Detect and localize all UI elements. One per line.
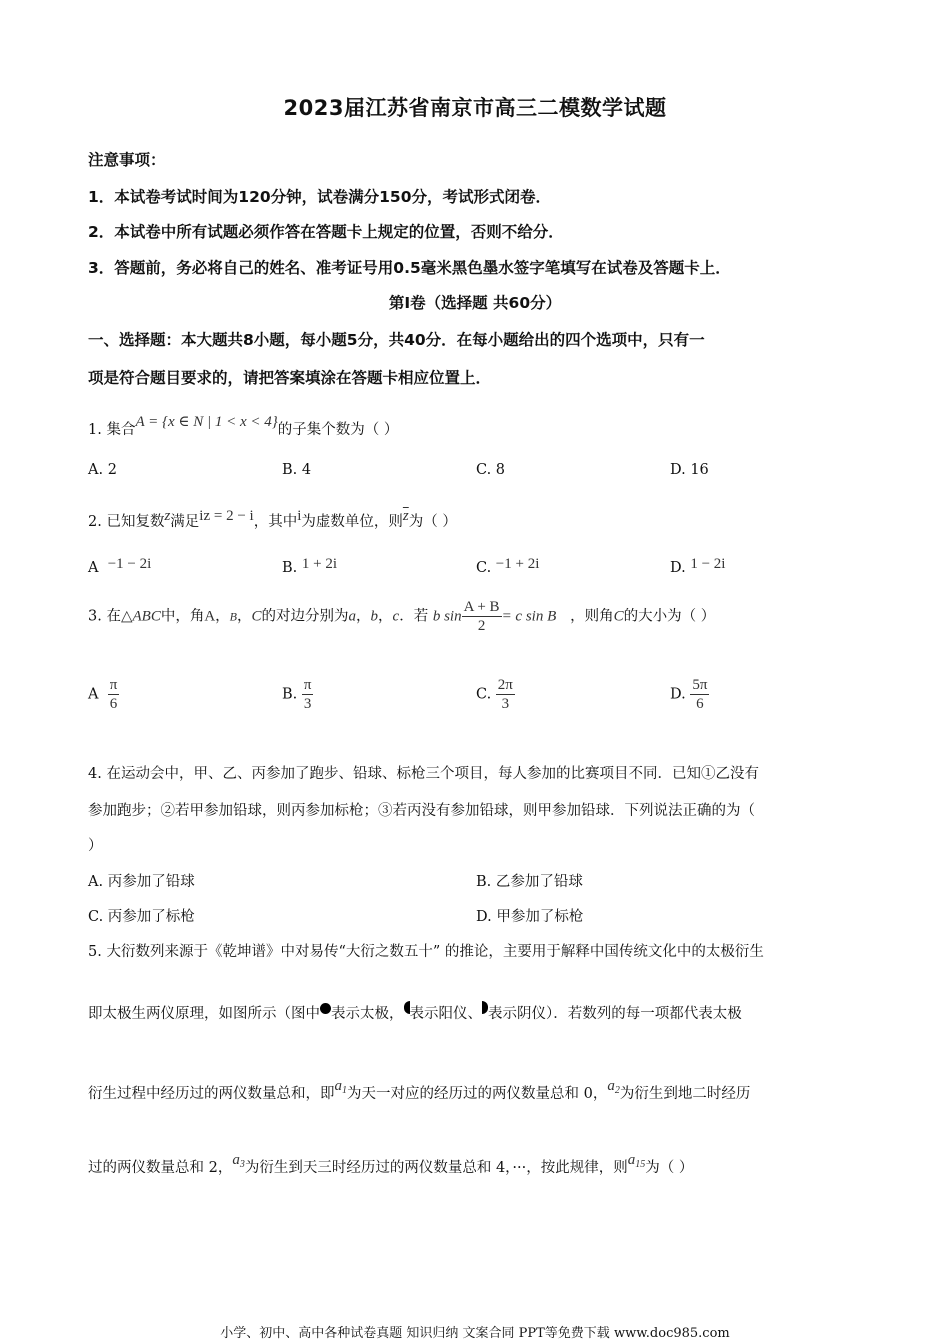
q2-option-a	[88, 556, 151, 576]
q2-math-z: z	[164, 508, 171, 524]
notice-item-3: 3．答题前，务必将自己的姓名、准考证号用0.5毫米黑色墨水签字笔填写在试卷及答题卡上．	[88, 259, 731, 277]
q3-text-9: ，则角	[570, 608, 614, 625]
q3-math-c-ask: C	[613, 608, 624, 625]
q3-option-b-num: π	[303, 677, 312, 693]
q5-a2-letter: a	[607, 1078, 615, 1094]
q5-line-2-a: 即太极生两仪原理，如图所示（图中	[88, 1006, 320, 1022]
q3-option-d-num: 5π	[692, 677, 708, 693]
q3-option-a	[88, 676, 119, 713]
q3-text-1: 3. 在	[88, 608, 121, 625]
q5-a3-letter: a	[232, 1152, 240, 1168]
q5-a3-sub: 3	[239, 1159, 245, 1170]
q4-option-a: A. 丙参加了铅球	[88, 874, 195, 890]
q3-text-3: ，	[215, 608, 230, 625]
q3-option-d	[670, 676, 709, 713]
q5-line-3-b: 为天一对应的经历过的两仪数量总和 0，	[347, 1086, 608, 1102]
q2-math-i: i	[297, 508, 302, 524]
notice-item-2: 2．本试卷中所有试题必须作答在答题卡上规定的位置，否则不给分．	[88, 223, 564, 241]
q5-line-3-a: 衍生过程中经历过的两仪数量总和，即	[88, 1086, 335, 1102]
q3-math-b: b	[370, 608, 379, 625]
q2-option-d-value: 1 − 2i	[690, 556, 726, 572]
q5-line-4	[88, 1152, 693, 1177]
q3-eq-left: b sin	[432, 608, 462, 625]
q2-option-a-label: A	[88, 560, 99, 576]
q3-math-b-angle: B	[229, 609, 238, 624]
q5-a1-sub: 1	[342, 1085, 347, 1096]
q3-option-d-den: 6	[696, 696, 704, 712]
q1-option-c: C. 8	[476, 462, 506, 478]
q3-math-c-angle: C	[251, 608, 262, 625]
q4-option-d: D. 甲参加了标枪	[476, 909, 584, 925]
q2-option-d-label: D.	[670, 560, 686, 576]
q1-option-b: B. 4	[282, 462, 312, 478]
q3-text-10: 的大小为（ ）	[623, 608, 716, 625]
page-footer: 小学、初中、高中各种试卷真题 知识归纳 文案合同 PPT等免费下载 www.doc985.com	[220, 1326, 730, 1341]
q3-option-c-label: C.	[476, 686, 492, 703]
q3-option-b-den: 3	[303, 696, 312, 712]
q2-text-2: 满足	[170, 514, 200, 530]
q5-a15-sub: 15	[635, 1159, 646, 1170]
q3-eq-denominator: 2	[477, 618, 486, 634]
q2-math-zbar: $\overline{z}$	[402, 508, 409, 524]
q2-option-b-label: B.	[282, 560, 298, 576]
q3-eq-fraction	[462, 598, 502, 635]
q5-a1	[335, 1078, 348, 1094]
q5-line-4-c: 为（ ）	[645, 1160, 694, 1176]
q5-a2-sub: 2	[614, 1085, 620, 1096]
q5-line-4-a: 过的两仪数量总和 2，	[88, 1160, 233, 1176]
q3-math-a-angle: A	[204, 608, 216, 625]
q3-text-7: ，	[378, 608, 393, 625]
q3-option-c-num: 2π	[497, 677, 513, 693]
q2-text-5: 为（ ）	[408, 514, 457, 530]
q2-option-d	[670, 556, 725, 576]
q5-line-3-c: 为衍生到地二时经历	[619, 1086, 751, 1102]
q2-option-a-value: −1 − 2i	[107, 556, 152, 572]
q3-eq-right: = c sin B	[501, 608, 557, 625]
q3-option-a-label: A	[88, 686, 99, 703]
q3-option-a-num: π	[109, 677, 118, 693]
q5-line-2-b: 表示太极，	[331, 1006, 404, 1022]
q3-text-8: ．若	[399, 608, 429, 625]
question-1	[88, 412, 398, 439]
q5-line-2	[88, 1001, 742, 1023]
q2-math-eq: iz = 2 − i	[199, 508, 254, 524]
q3-text-5: 的对边分别为	[261, 608, 349, 625]
q3-option-c-den: 3	[501, 696, 510, 712]
q3-option-a-den: 6	[109, 696, 118, 712]
q5-line-1: 5. 大衍数列来源于《乾坤谱》中对易传“大衍之数五十” 的推论，主要用于解释中国传统文化中的太极衍生	[88, 944, 764, 960]
q3-text-2: 中，角	[160, 608, 205, 625]
q3-option-d-label: D.	[670, 686, 686, 703]
q1-option-a: A. 2	[88, 462, 117, 478]
q3-option-c	[476, 676, 515, 713]
q3-eq-numerator: A + B	[463, 599, 500, 615]
q3-text-4: ，	[237, 608, 252, 625]
question-2	[88, 508, 457, 531]
q5-a15	[628, 1152, 646, 1168]
section-title: 第Ⅰ卷（选择题 共60分）	[388, 294, 562, 312]
q1-set-math: A = {x ∈ N | 1 < x < 4}	[135, 414, 278, 430]
q4-line-1: 4. 在运动会中，甲、乙、丙参加了跑步、铅球、标枪三个项目，每人参加的比赛项目不同．已知①乙没有	[88, 766, 759, 782]
q5-a3	[232, 1152, 245, 1168]
q1-option-d: D. 16	[670, 462, 709, 478]
q2-option-c-label: C.	[476, 560, 492, 576]
q2-text-1: 2. 已知复数	[88, 514, 165, 530]
q3-option-b-label: B.	[282, 686, 298, 703]
taiji-icon	[320, 1003, 331, 1014]
q2-text-3: ，其中	[253, 514, 298, 530]
q5-line-3	[88, 1078, 750, 1103]
q2-option-c-value: −1 + 2i	[495, 556, 540, 572]
q5-a1-letter: a	[334, 1078, 342, 1094]
q3-text-6: ，	[356, 608, 371, 625]
q3-option-b	[282, 676, 313, 713]
q4-option-c: C. 丙参加了标枪	[88, 909, 195, 925]
part-intro-line-2: 项是符合题目要求的，请把答案填涂在答题卡相应位置上．	[88, 369, 492, 387]
q5-line-2-d: 表示阴仪）．若数列的每一项都代表太极	[488, 1006, 742, 1022]
q2-text-4: 为虚数单位，则	[301, 514, 403, 530]
q2-option-b	[282, 556, 337, 576]
q5-line-2-c: 表示阳仪、	[409, 1006, 482, 1022]
q5-line-4-b: 为衍生到天三时经历过的两仪数量总和 4，···，按此规律，则	[244, 1160, 628, 1176]
q4-line-2: 参加跑步；②若甲参加铅球，则丙参加标枪；③若丙没有参加铅球，则甲参加铅球．下列说法正确的为（	[88, 803, 755, 819]
q2-option-b-value: 1 + 2i	[301, 556, 338, 572]
q3-math-triangle: △ABC	[120, 608, 161, 625]
q2-option-c	[476, 556, 539, 576]
q3-math-c: c	[392, 608, 400, 625]
notice-heading: 注意事项：	[88, 151, 166, 169]
part-intro-line-1: 一、选择题：本大题共8小题，每小题5分，共40分．在每小题给出的四个选项中，只有一	[88, 331, 705, 349]
q5-a2	[607, 1078, 620, 1094]
q4-line-3: ）	[88, 838, 103, 854]
notice-item-1: 1．本试卷考试时间为120分钟，试卷满分150分，考试形式闭卷．	[88, 188, 551, 206]
q1-prefix: 1. 集合	[88, 422, 136, 438]
q4-option-b: B. 乙参加了铅球	[476, 874, 583, 890]
question-3	[88, 598, 715, 635]
q1-suffix: 的子集个数为（ ）	[277, 422, 399, 438]
q3-math-a: a	[348, 608, 357, 625]
page-title: 2023届江苏省南京市高三二模数学试题	[283, 96, 667, 120]
q5-a15-letter: a	[627, 1152, 636, 1168]
